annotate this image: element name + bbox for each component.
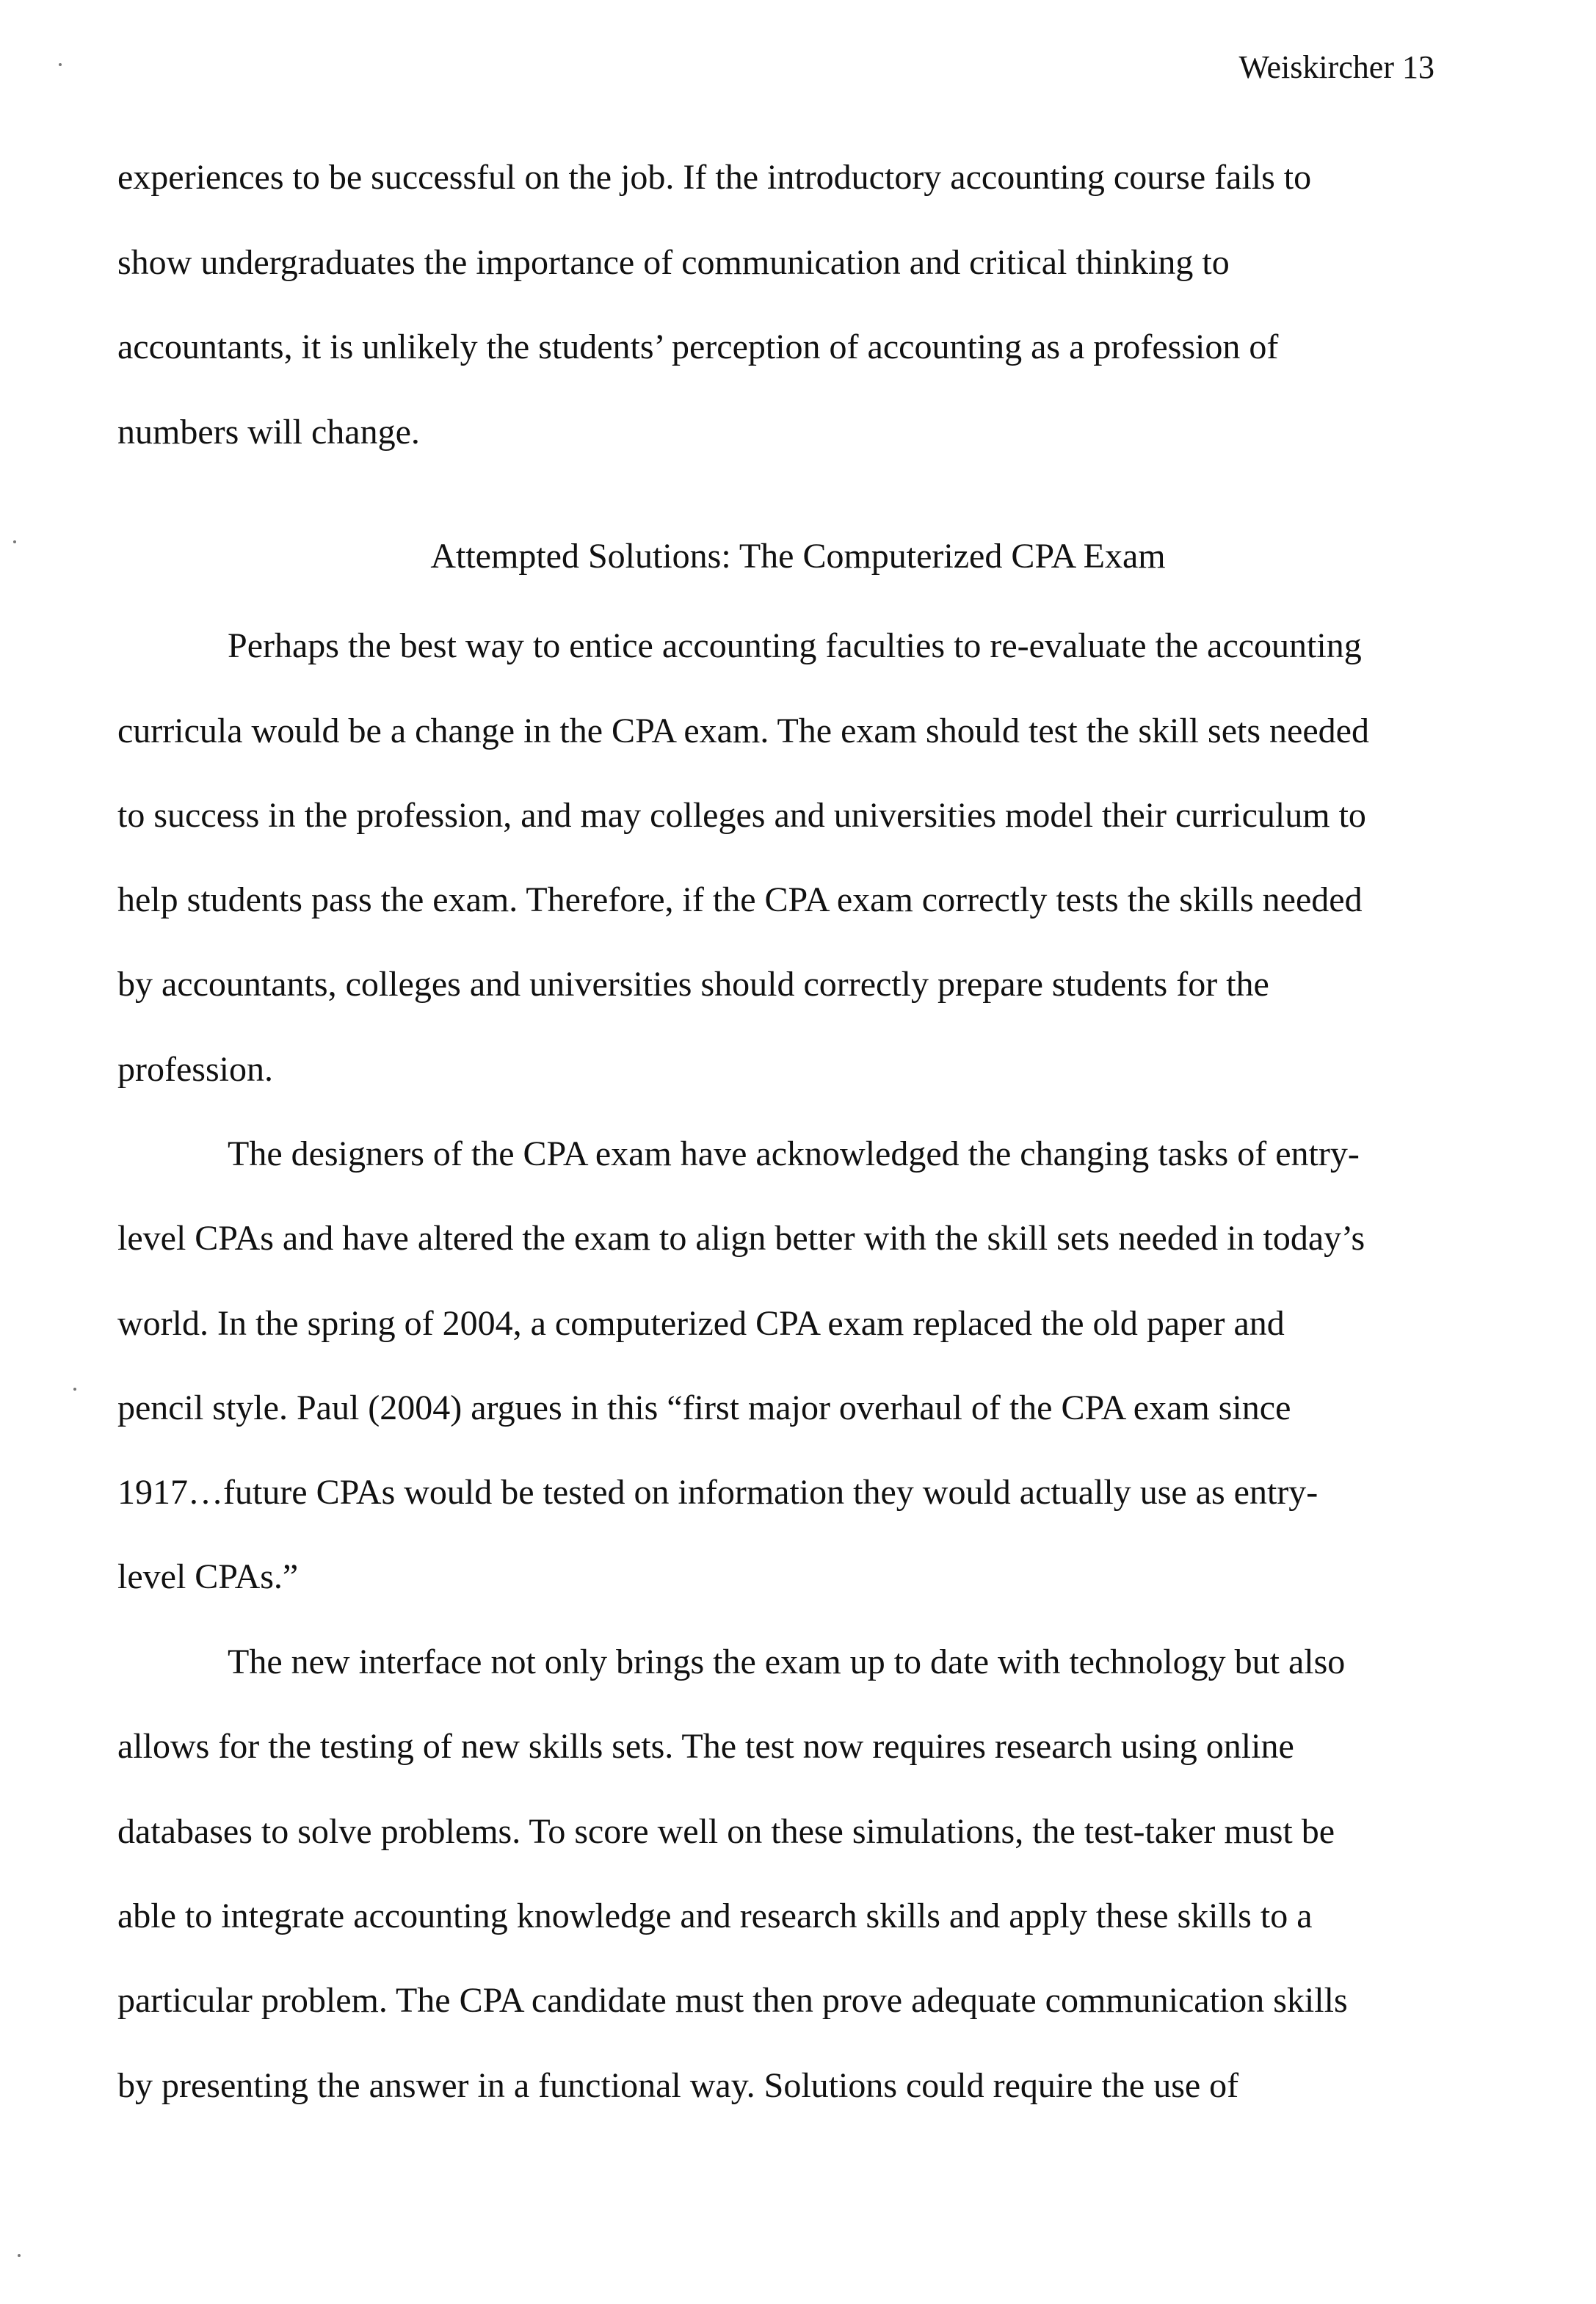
text-line: to success in the profession, and may colleges and universities model their curriculum to <box>117 796 1366 835</box>
text-line: Perhaps the best way to entice accounting faculties to re-evaluate the accounting <box>228 626 1362 665</box>
text-line: allows for the testing of new skills sets. The test now requires research using online <box>117 1727 1294 1766</box>
text-line: The designers of the CPA exam have acknowledged the changing tasks of entry- <box>228 1134 1360 1173</box>
scan-speck <box>59 63 62 66</box>
text-line: world. In the spring of 2004, a computerized CPA exam replaced the old paper and <box>117 1304 1285 1343</box>
text-line: pencil style. Paul (2004) argues in this “first major overhaul of the CPA exam since <box>117 1388 1291 1427</box>
text-line: level CPAs.” <box>117 1557 299 1596</box>
text-line: level CPAs and have altered the exam to align better with the skill sets needed in today’s <box>117 1219 1365 1258</box>
text-line: by accountants, colleges and universities should correctly prepare students for the <box>117 965 1269 1004</box>
text-line: particular problem. The CPA candidate must then prove adequate communication skills <box>117 1981 1348 2020</box>
text-line: able to integrate accounting knowledge and research skills and apply these skills to a <box>117 1897 1313 1935</box>
text-line: databases to solve problems. To score well on these simulations, the test-taker must be <box>117 1812 1335 1851</box>
text-line: The new interface not only brings the exam up to date with technology but also <box>228 1642 1346 1681</box>
running-head: Weiskircher 13 <box>1238 49 1434 85</box>
text-line: numbers will change. <box>117 413 420 452</box>
section-heading: Attempted Solutions: The Computerized CPA Exam <box>430 537 1166 576</box>
scan-speck <box>18 2254 21 2257</box>
text-line: experiences to be successful on the job. If the introductory accounting course fails to <box>117 158 1312 197</box>
scan-speck <box>73 1388 76 1391</box>
text-line: by presenting the answer in a functional way. Solutions could require the use of <box>117 2066 1239 2105</box>
text-line: show undergraduates the importance of communication and critical thinking to <box>117 243 1230 282</box>
text-line: accountants, it is unlikely the students’ perception of accounting as a profession of <box>117 327 1279 366</box>
text-line: help students pass the exam. Therefore, if the CPA exam correctly tests the skills needed <box>117 880 1363 919</box>
text-line: 1917…future CPAs would be tested on information they would actually use as entry- <box>117 1473 1318 1512</box>
text-line: profession. <box>117 1050 273 1089</box>
text-line: curricula would be a change in the CPA exam. The exam should test the skill sets needed <box>117 711 1369 750</box>
